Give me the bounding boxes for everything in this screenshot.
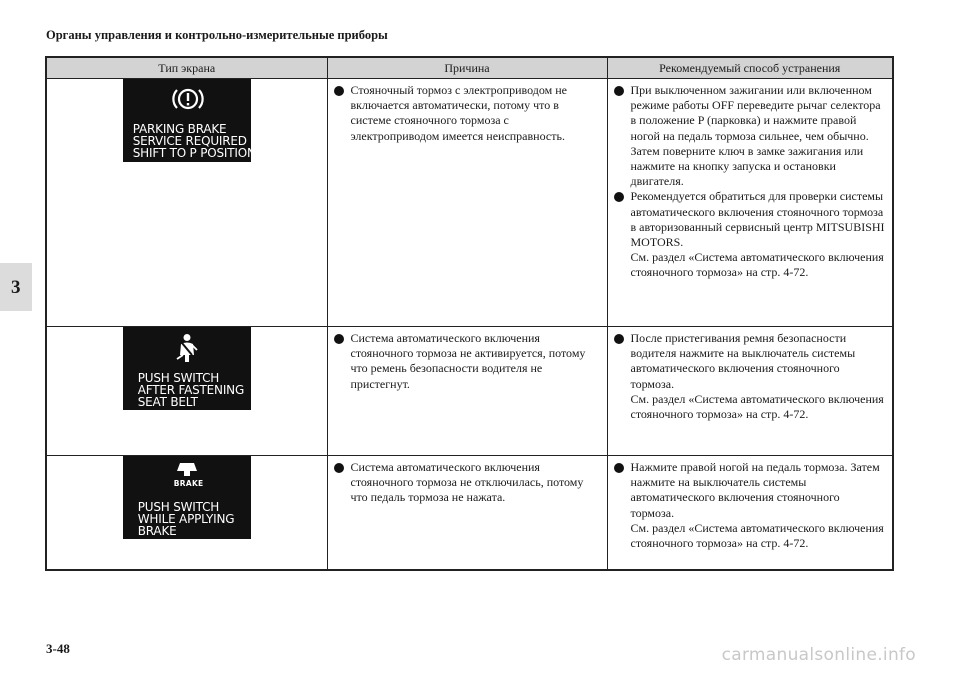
bullet-icon <box>334 86 344 96</box>
warning-table <box>45 56 894 571</box>
display-message <box>138 372 244 408</box>
display-line: SEAT BELT <box>137 395 198 409</box>
display-line: PUSH SWITCH <box>137 500 220 514</box>
cause-item <box>334 460 601 506</box>
display-message <box>133 123 256 159</box>
column-header-remedy: Рекомендуемый способ устранения <box>607 57 893 79</box>
column-header-screen-type: Тип экрана <box>46 57 327 79</box>
brake-pedal-icon <box>174 462 200 478</box>
page-header: Органы управления и контрольно-измерительные приборы <box>46 28 388 42</box>
cause-item <box>334 331 601 392</box>
remedy-reference: См. раздел «Система автоматического включения стояночного тормоза» на стр. 4-72. <box>630 391 884 422</box>
remedy-text: При выключенном зажигании или включенном режиме работы OFF переведите рычаг селектора в положение P (парковка) и нажмите правой ногой на педаль тормоза сильнее, чем обычно. Затем поверните ключ в замке зажигания или нажмите на кнопку запуска и остановки двигателя. <box>630 83 881 189</box>
seatbelt-icon <box>174 333 200 363</box>
chapter-tab <box>0 263 32 311</box>
display-message <box>138 501 235 537</box>
remedy-text: Нажмите правой ногой на педаль тормоза. Затем нажмите на выключатель системы автоматического включения стояночного тормоза. <box>630 460 880 520</box>
remedy-cell <box>607 327 893 456</box>
parking-brake-warning-icon <box>170 85 206 113</box>
display-screen-parking-brake <box>123 79 256 162</box>
cause-cell <box>327 79 607 327</box>
column-header-cause: Причина <box>327 57 607 79</box>
remedy-text: После пристегивания ремня безопасности водителя нажмите на выключатель системы автоматического включения стояночного тормоза. <box>630 331 856 391</box>
cause-cell <box>327 456 607 570</box>
chapter-number: 3 <box>11 277 21 298</box>
screen-cell <box>46 327 327 456</box>
watermark: carmanualsonline.info <box>721 645 916 665</box>
display-line: SERVICE REQUIRED <box>132 134 247 148</box>
display-line: WHILE APPLYING <box>137 512 235 526</box>
page-number: 3-48 <box>46 641 70 656</box>
cause-text: Система автоматического включения стояночного тормоза не отключилась, потому что педаль тормоза не нажата. <box>350 460 584 505</box>
display-line: AFTER FASTENING <box>137 383 245 397</box>
remedy-reference: См. раздел «Система автоматического включения стояночного тормоза» на стр. 4-72. <box>630 520 884 551</box>
table-row <box>46 456 893 570</box>
display-screen-brake <box>123 456 251 539</box>
bullet-icon <box>614 86 624 96</box>
bullet-icon <box>614 334 624 344</box>
cause-cell <box>327 327 607 456</box>
cause-text: Система автоматического включения стояночного тормоза не активируется, потому что ремень безопасности водителя не пристегнут. <box>350 331 586 391</box>
remedy-item <box>614 331 887 392</box>
screen-cell <box>46 456 327 570</box>
remedy-item <box>614 460 887 521</box>
bullet-icon <box>334 334 344 344</box>
cause-item <box>334 83 601 144</box>
bullet-icon <box>614 192 624 202</box>
brake-icon-label: BRAKE <box>173 479 204 488</box>
table-row <box>46 79 893 327</box>
display-line: PARKING BRAKE <box>132 122 227 136</box>
table-row <box>46 327 893 456</box>
remedy-reference: См. раздел «Система автоматического включения стояночного тормоза» на стр. 4-72. <box>630 250 884 280</box>
remedy-text: Рекомендуется обратиться для проверки системы автоматического включения стояночного тормоза в авторизованный сервисный центр MITSUBISHI MOTORS. <box>630 189 885 250</box>
remedy-cell <box>607 79 893 327</box>
remedy-item <box>614 189 887 250</box>
display-line: BRAKE <box>137 524 177 538</box>
display-screen-seatbelt <box>123 327 251 410</box>
remedy-cell <box>607 456 893 570</box>
cause-text: Стояночный тормоз с электроприводом не включается автоматически, потому что в системе стояночного тормоза с электроприводом имеется неисправность. <box>350 83 567 143</box>
display-line: SHIFT TO P POSITION <box>132 146 256 160</box>
display-line: PUSH SWITCH <box>137 371 220 385</box>
screen-cell <box>46 79 327 327</box>
remedy-item <box>614 83 887 189</box>
bullet-icon <box>614 463 624 473</box>
table-header-row <box>46 57 893 79</box>
bullet-icon <box>334 463 344 473</box>
